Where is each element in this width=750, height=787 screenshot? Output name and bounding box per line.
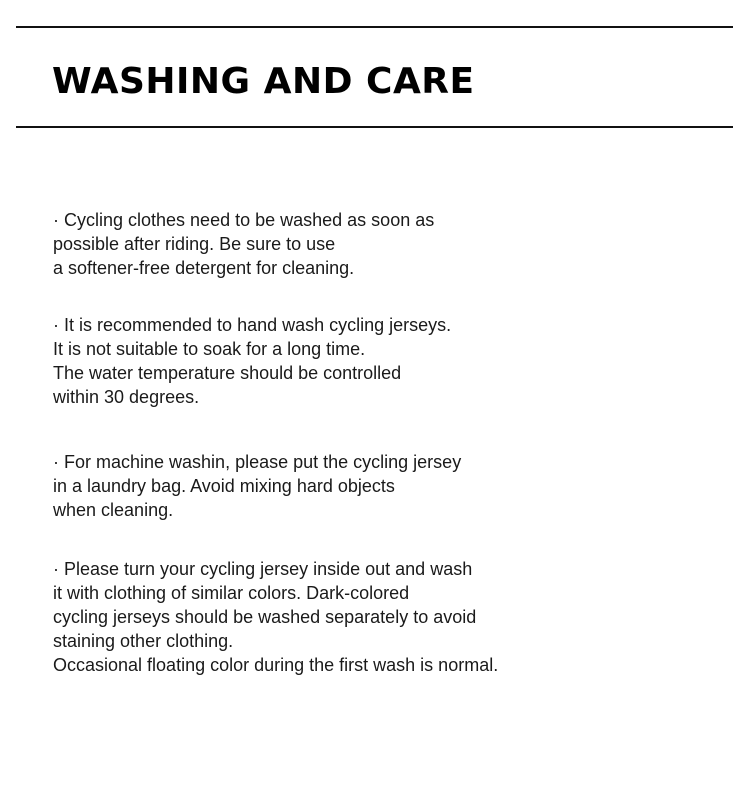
- care-paragraph-hand-wash: [53, 313, 451, 409]
- paragraph-line: · Please turn your cycling jersey inside out and wash: [53, 559, 473, 579]
- bottom-divider: [16, 126, 733, 128]
- paragraph-line: The water temperature should be controlled: [53, 363, 402, 383]
- page-title: WASHING AND CARE: [52, 61, 475, 102]
- paragraph-line: when cleaning.: [53, 500, 174, 520]
- paragraph-line: It is not suitable to soak for a long time.: [53, 339, 366, 359]
- paragraph-line: · It is recommended to hand wash cycling jerseys.: [53, 315, 452, 335]
- paragraph-line: a softener-free detergent for cleaning.: [53, 258, 355, 278]
- care-paragraph-washing-timing: [53, 208, 434, 280]
- care-paragraph-color-separation: [53, 557, 498, 677]
- paragraph-line: in a laundry bag. Avoid mixing hard objects: [53, 476, 395, 496]
- paragraph-line: · Cycling clothes need to be washed as soon as: [53, 210, 435, 230]
- paragraph-line: possible after riding. Be sure to use: [53, 234, 336, 254]
- paragraph-line: within 30 degrees.: [53, 387, 200, 407]
- paragraph-line: it with clothing of similar colors. Dark-colored: [53, 583, 410, 603]
- top-divider: [16, 26, 733, 28]
- paragraph-line: staining other clothing.: [53, 631, 234, 651]
- paragraph-line: Occasional floating color during the first wash is normal.: [53, 655, 499, 675]
- paragraph-line: · For machine washin, please put the cycling jersey: [53, 452, 462, 472]
- paragraph-line: cycling jerseys should be washed separately to avoid: [53, 607, 477, 627]
- care-paragraph-machine-wash: [53, 450, 461, 522]
